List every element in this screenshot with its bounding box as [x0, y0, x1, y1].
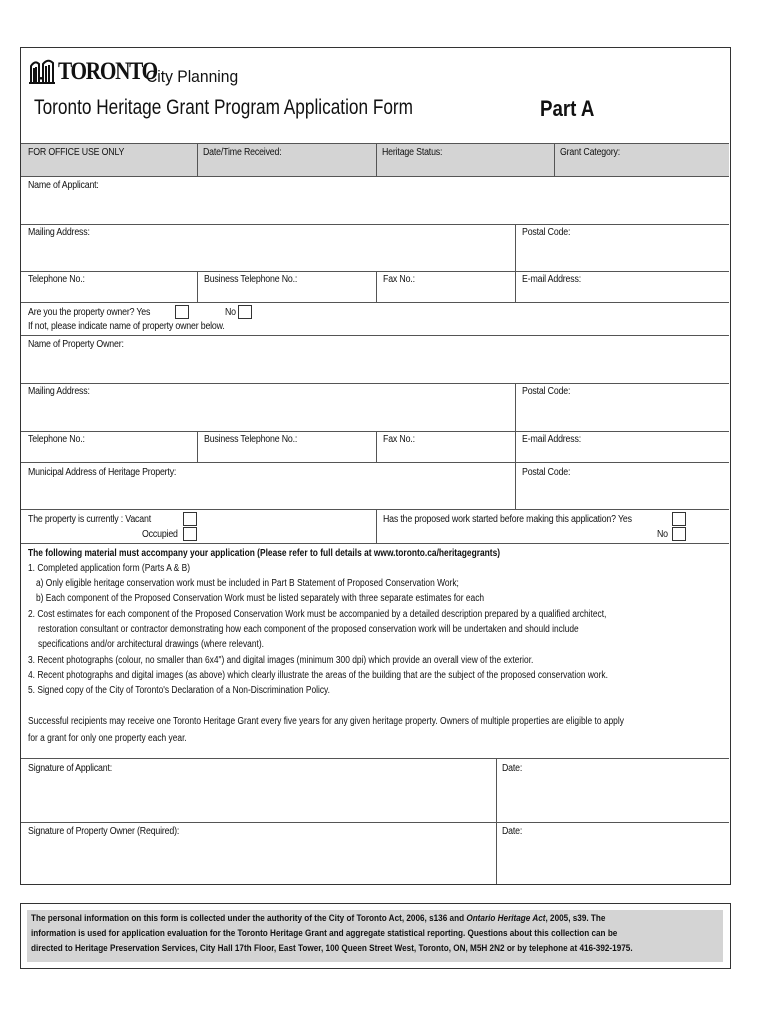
occupied-checkbox[interactable]	[183, 527, 197, 541]
owner-yes-checkbox[interactable]	[175, 305, 189, 319]
materials-item: b) Each component of the Proposed Conservation Work must be listed separately with three separate estimates for each	[36, 593, 485, 604]
applicant-signature-date-field[interactable]: Date:	[502, 763, 523, 774]
materials-item: a) Only eligible heritage conservation work must be included in Part B Statement of Proposed Conservation Work;	[36, 578, 459, 589]
applicant-email-field[interactable]: E-mail Address:	[522, 274, 581, 285]
grant-category-field: Grant Category:	[560, 147, 620, 158]
materials-item: 4. Recent photographs and digital images (as above) which clearly illustrate the areas of the building that are the subject of the proposed conservation work.	[28, 670, 608, 681]
materials-item: 2. Cost estimates for each component of the Proposed Conservation Work must be accompanied by a detailed description prepared by a qualified architect,	[28, 609, 607, 620]
owner-no-label: No	[225, 307, 236, 318]
applicant-name-field[interactable]: Name of Applicant:	[28, 180, 99, 191]
heritage-status-field: Heritage Status:	[382, 147, 443, 158]
owner-email-field[interactable]: E-mail Address:	[522, 434, 581, 445]
owner-signature-date-field[interactable]: Date:	[502, 826, 523, 837]
application-form	[20, 47, 731, 885]
city-hall-icon	[29, 58, 55, 84]
privacy-notice	[20, 903, 731, 969]
property-postal-field[interactable]: Postal Code:	[522, 467, 571, 478]
eligibility-note-continued: for a grant for only one property each year.	[28, 733, 187, 744]
owner-note: If not, please indicate name of property owner below.	[28, 321, 225, 332]
owner-no-checkbox[interactable]	[238, 305, 252, 319]
applicant-telephone-field[interactable]: Telephone No.:	[28, 274, 85, 285]
office-use-row	[21, 143, 729, 176]
work-started-label: Has the proposed work started before making this application? Yes	[383, 514, 632, 525]
date-received-field: Date/Time Received:	[203, 147, 282, 158]
vacant-checkbox[interactable]	[183, 512, 197, 526]
owner-signature-field[interactable]: Signature of Property Owner (Required):	[28, 826, 180, 837]
occupied-label: Occupied	[142, 529, 178, 540]
materials-item: 3. Recent photographs (colour, no smaller than 6x4") and digital images (minimum 300 dpi) which provide an overall view of the exterior.	[28, 655, 534, 666]
owner-business-telephone-field[interactable]: Business Telephone No.:	[204, 434, 298, 445]
work-started-no-label: No	[657, 529, 668, 540]
materials-item: 1. Completed application form (Parts A & B)	[28, 563, 191, 574]
division-name: City Planning	[146, 67, 239, 86]
office-use-label: FOR OFFICE USE ONLY	[28, 147, 125, 158]
privacy-line-1: The personal information on this form is collected under the authority of the City of Toronto Act, 2006, s136 and Ontario Heritage Act, 2005, s39. The	[31, 913, 606, 924]
owner-mailing-field[interactable]: Mailing Address:	[28, 386, 90, 397]
municipal-address-field[interactable]: Municipal Address of Heritage Property:	[28, 467, 177, 478]
owner-telephone-field[interactable]: Telephone No.:	[28, 434, 85, 445]
applicant-fax-field[interactable]: Fax No.:	[383, 274, 415, 285]
work-started-yes-checkbox[interactable]	[672, 512, 686, 526]
applicant-signature-field[interactable]: Signature of Applicant:	[28, 763, 113, 774]
property-status-label: The property is currently : Vacant	[28, 514, 151, 525]
work-started-no-checkbox[interactable]	[672, 527, 686, 541]
privacy-line-2: information is used for application evaluation for the Toronto Heritage Grant and aggregate statistical reporting. Questions about this collection can be	[31, 928, 618, 939]
materials-item: 5. Signed copy of the City of Toronto's Declaration of a Non-Discrimination Policy.	[28, 685, 330, 696]
applicant-mailing-field[interactable]: Mailing Address:	[28, 227, 90, 238]
owner-name-field[interactable]: Name of Property Owner:	[28, 339, 124, 350]
applicant-postal-field[interactable]: Postal Code:	[522, 227, 571, 238]
materials-heading: The following material must accompany your application (Please refer to full details at www.toronto.ca/heritagegrants)	[28, 548, 501, 559]
toronto-logo-text: TORONTO	[58, 58, 157, 85]
materials-item: restoration consultant or contractor demonstrating how each component of the proposed conservation work will be undertaken and should include	[38, 624, 579, 635]
privacy-line-3: directed to Heritage Preservation Services, City Hall 17th Floor, East Tower, 100 Queen Street West, Toronto, ON, M5H 2N2 or by telephone at 416-392-1975.	[31, 943, 633, 954]
part-label: Part A	[540, 96, 595, 121]
materials-item: specifications and/or architectural drawings (where relevant).	[38, 639, 264, 650]
owner-question-label: Are you the property owner? Yes	[28, 307, 151, 318]
applicant-business-telephone-field[interactable]: Business Telephone No.:	[204, 274, 298, 285]
form-title: Toronto Heritage Grant Program Application Form	[34, 96, 414, 119]
owner-fax-field[interactable]: Fax No.:	[383, 434, 415, 445]
eligibility-note: Successful recipients may receive one Toronto Heritage Grant every five years for any given heritage property. Owners of multiple properties are eligible to apply	[28, 716, 624, 727]
owner-postal-field[interactable]: Postal Code:	[522, 386, 571, 397]
